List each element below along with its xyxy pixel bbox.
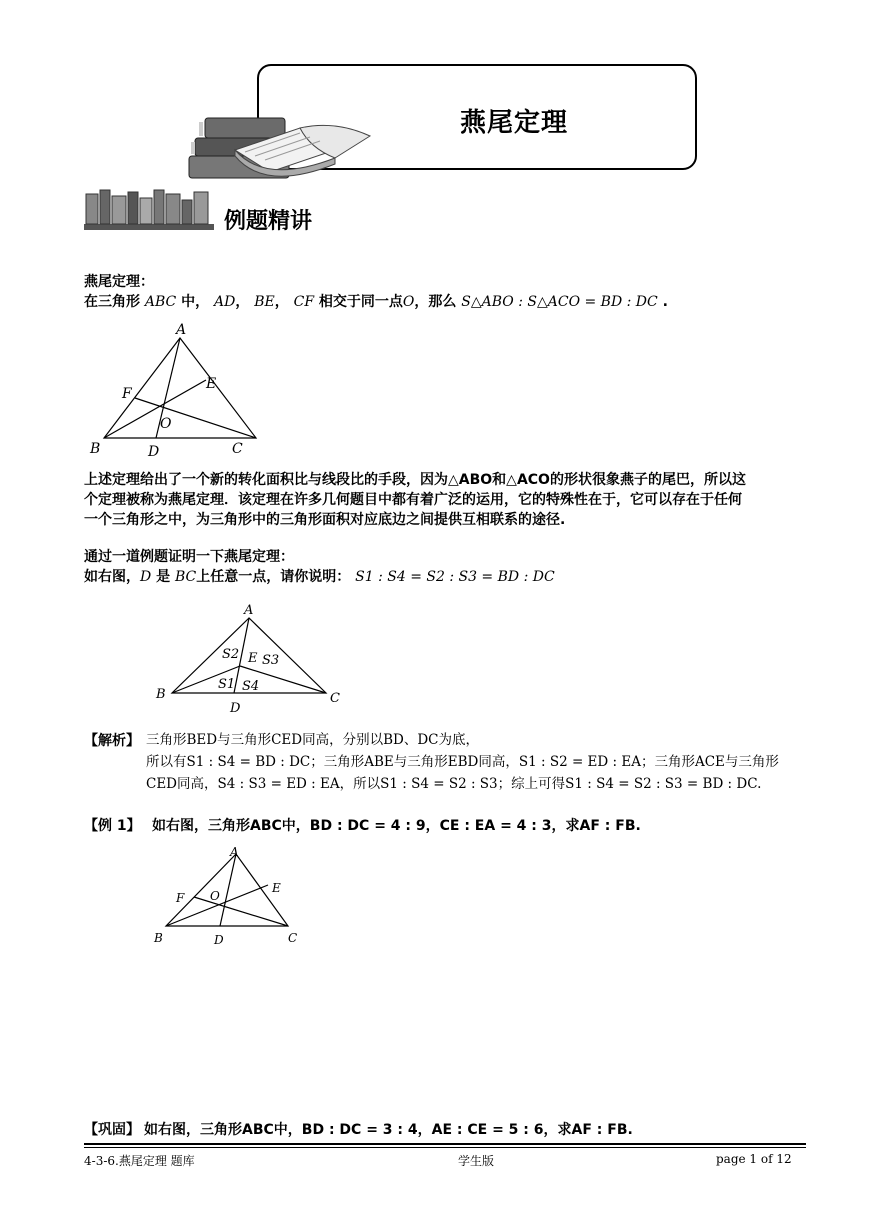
math: BE bbox=[254, 294, 275, 310]
triangle-abc bbox=[166, 854, 288, 926]
consolidate-text: 如右图，三角形ABC中，BD : DC = 3 : 4，AE : CE = 5 : 6，求AF : FB. bbox=[144, 1122, 633, 1138]
text: 如右图， bbox=[84, 569, 140, 585]
page-title: 燕尾定理 bbox=[460, 108, 569, 138]
segment-be bbox=[104, 380, 206, 438]
figure-2 bbox=[150, 600, 350, 718]
label-d: D bbox=[230, 701, 241, 716]
text: ，那么 bbox=[414, 294, 457, 310]
segment-ad bbox=[220, 854, 236, 926]
label-b: B bbox=[156, 687, 166, 702]
footer-page-number: page 1 of 12 bbox=[716, 1152, 792, 1166]
label-e: E bbox=[248, 651, 258, 666]
label-e: E bbox=[206, 376, 217, 392]
solution-tag: 【解析】 bbox=[84, 733, 140, 749]
footer-divider bbox=[84, 1143, 806, 1145]
text: 中， bbox=[181, 294, 210, 310]
label-c: C bbox=[330, 691, 340, 706]
solution-line-1: 三角形BED与三角形CED同高，分别以BD、DC为底， bbox=[146, 732, 480, 748]
solution-line-2: 所以有S1 : S4 = BD : DC；三角形ABE与三角形EBD同高，S1 : S2 = ED : EA；三角形ACE与三角形 bbox=[146, 754, 779, 770]
label-b: B bbox=[90, 441, 101, 457]
math: AD bbox=[214, 294, 236, 310]
math: BC bbox=[174, 569, 197, 585]
label-s3: S3 bbox=[262, 653, 280, 668]
label-e: E bbox=[272, 881, 281, 895]
footer-left: 4-3-6.燕尾定理 题库 bbox=[84, 1154, 195, 1168]
books-row-icon bbox=[84, 188, 216, 232]
label-s4: S4 bbox=[242, 679, 260, 694]
label-s2: S2 bbox=[222, 647, 240, 662]
explanation-line-2: 个定理被称为燕尾定理．该定理在许多几何题目中都有着广泛的运用，它的特殊性在于，它可以存在于任何 bbox=[84, 492, 742, 508]
label-f: F bbox=[176, 891, 185, 905]
label-c: C bbox=[288, 931, 298, 945]
math: O bbox=[402, 294, 415, 310]
example-1-tag: 【例 1】 bbox=[84, 818, 141, 834]
books-illustration bbox=[185, 100, 375, 192]
label-a: A bbox=[230, 845, 239, 859]
text: . bbox=[662, 294, 668, 310]
label-s1: S1 bbox=[218, 677, 236, 692]
label-f: F bbox=[122, 386, 132, 402]
label-c: C bbox=[232, 441, 243, 457]
text: 是 bbox=[156, 569, 171, 585]
text: 在三角形 bbox=[84, 294, 140, 310]
proof-formula: S1 : S4 = S2 : S3 = BD : DC bbox=[355, 569, 555, 585]
consolidate-tag: 【巩固】 bbox=[84, 1122, 140, 1138]
math: D bbox=[140, 569, 152, 585]
label-o: O bbox=[160, 416, 172, 432]
proof-intro: 通过一道例题证明一下燕尾定理： bbox=[84, 549, 294, 565]
proof-question bbox=[84, 567, 555, 587]
label-d: D bbox=[148, 444, 160, 460]
example-1-text: 如右图，三角形ABC中，BD : DC = 4 : 9，CE : EA = 4 : 3，求AF : FB. bbox=[152, 818, 641, 834]
theorem-label: 燕尾定理： bbox=[84, 274, 154, 290]
explanation-line-1: 上述定理给出了一个新的转化面积比与线段比的手段，因为△ABO和△ACO的形状很象燕子的尾巴，所以这 bbox=[84, 472, 746, 488]
label-b: B bbox=[154, 931, 163, 945]
footer-divider bbox=[84, 1147, 806, 1148]
text: 上任意一点，请你说明： bbox=[196, 569, 351, 585]
label-a: A bbox=[244, 603, 254, 618]
explanation-line-3: 一个三角形之中，为三角形中的三角形面积对应底边之间提供互相联系的途径. bbox=[84, 512, 566, 528]
segment-cf bbox=[135, 398, 256, 438]
theorem-statement: 在三角形 ABC 中， AD， BE， CF 相交于同一点O，那么 S△ABO : S△ACO = BD : DC . bbox=[84, 294, 668, 310]
solution-line-3: CED同高，S4 : S3 = ED : EA，所以S1 : S4 = S2 : S3；综上可得S1 : S4 = S2 : S3 = BD : DC. bbox=[146, 776, 762, 792]
label-d: D bbox=[214, 933, 224, 947]
figure-3 bbox=[150, 844, 310, 948]
footer-center: 学生版 bbox=[458, 1154, 495, 1168]
theorem-formula: S△ABO : S△ACO = BD : DC bbox=[461, 294, 658, 310]
figure-1 bbox=[84, 320, 264, 460]
segment-cf bbox=[194, 897, 288, 926]
math: ABC bbox=[144, 294, 177, 310]
section-title: 例题精讲 bbox=[224, 209, 313, 234]
text: 相交于同一点 bbox=[318, 294, 403, 310]
math: CF bbox=[293, 294, 315, 310]
label-a: A bbox=[176, 322, 187, 338]
label-o: O bbox=[210, 889, 220, 903]
